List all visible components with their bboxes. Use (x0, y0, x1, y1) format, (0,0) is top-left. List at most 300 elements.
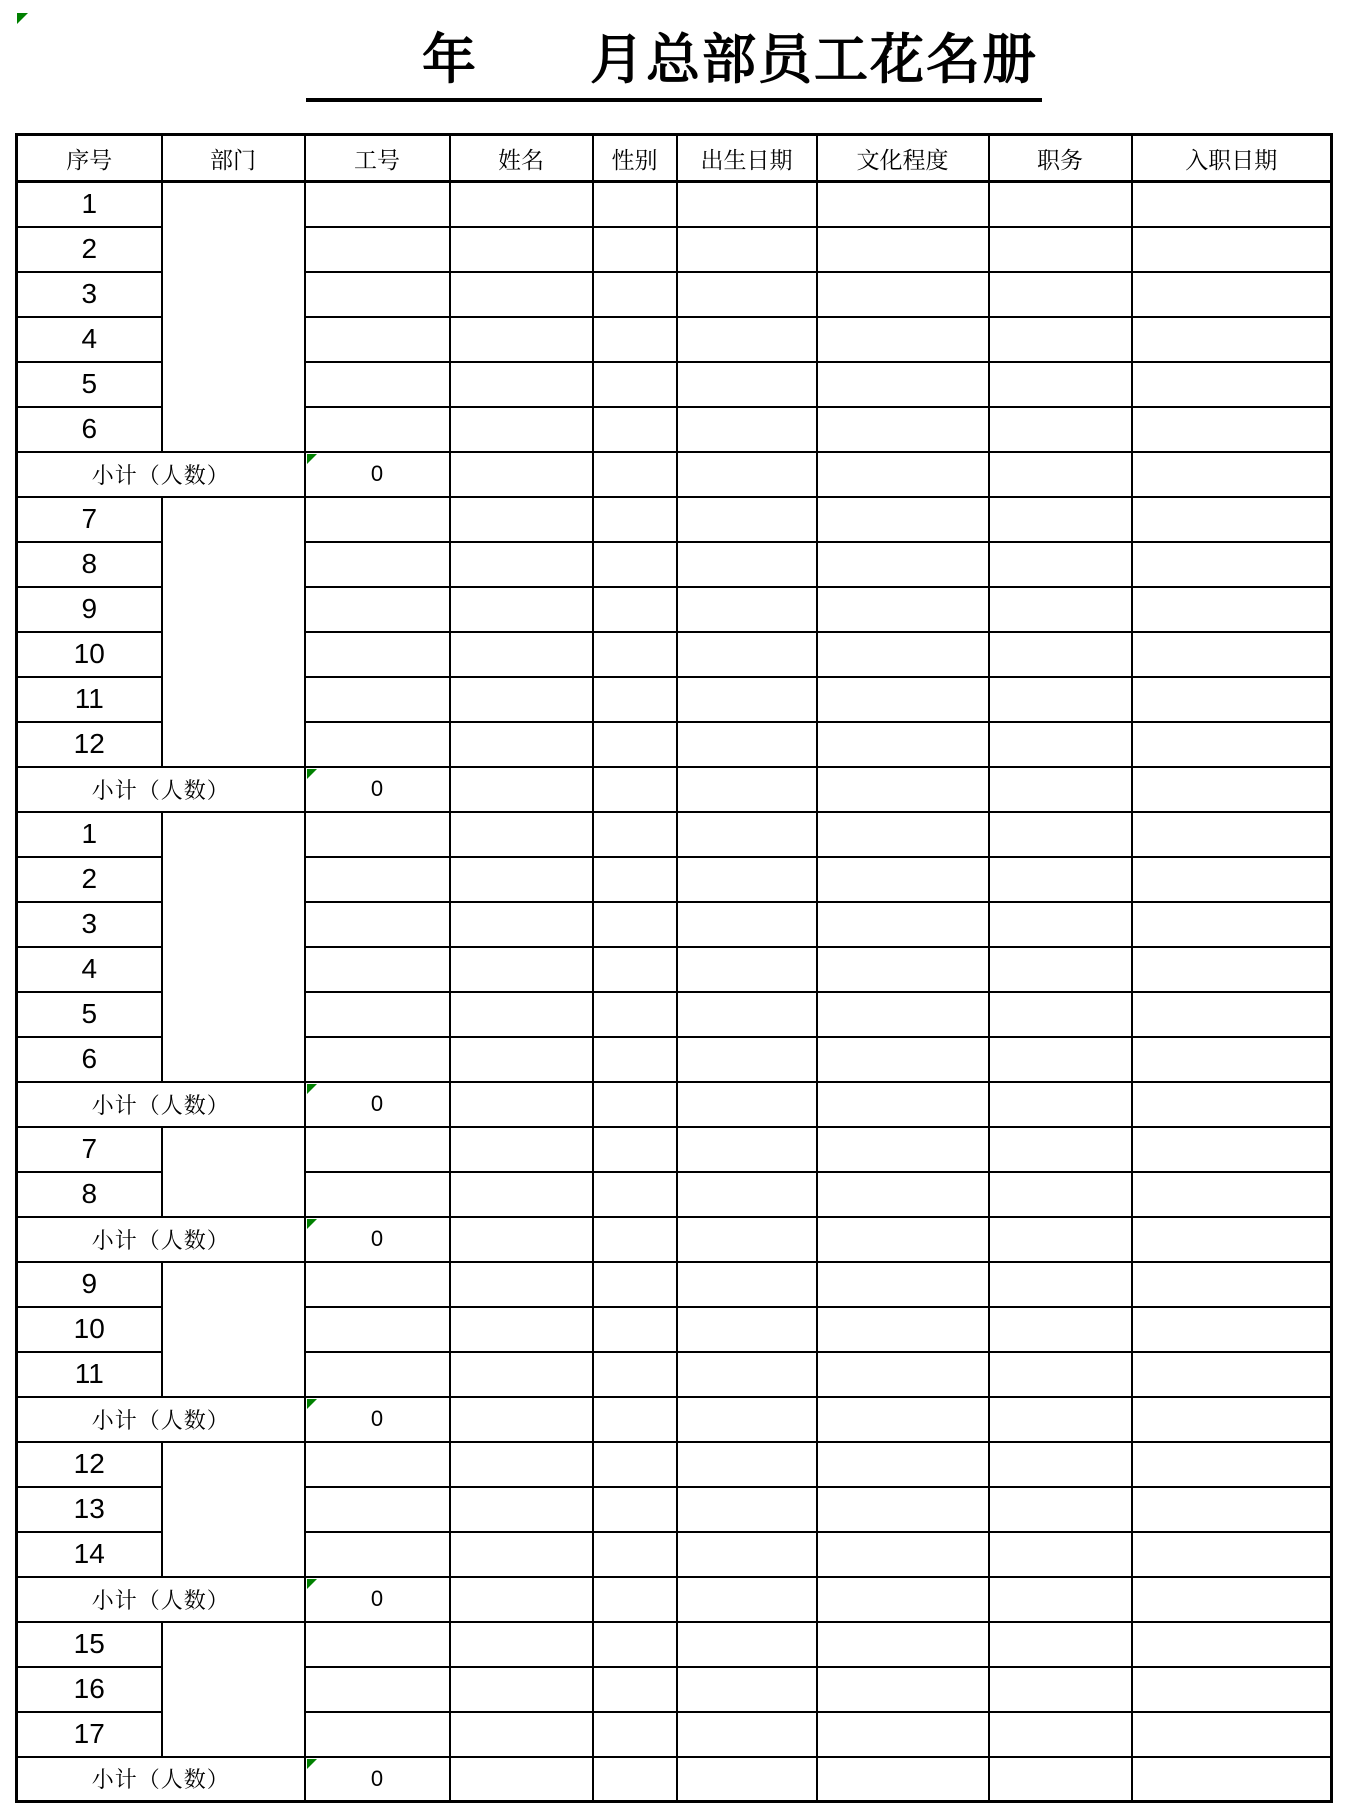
cell-empty[interactable] (677, 317, 817, 362)
cell-empty[interactable] (593, 1487, 677, 1532)
cell-empty[interactable] (1132, 542, 1332, 587)
cell-department-merged[interactable] (162, 812, 305, 1082)
cell-empty[interactable] (989, 947, 1132, 992)
cell-empty[interactable] (305, 1127, 450, 1172)
cell-empty[interactable] (1132, 1082, 1332, 1127)
cell-empty[interactable] (1132, 722, 1332, 767)
cell-empty[interactable] (817, 1172, 989, 1217)
cell-empty[interactable] (450, 1757, 593, 1802)
cell-empty[interactable] (677, 722, 817, 767)
cell-empty[interactable] (450, 497, 593, 542)
cell-empty[interactable] (989, 722, 1132, 767)
cell-empty[interactable] (1132, 1712, 1332, 1757)
cell-seq[interactable]: 1 (17, 812, 162, 857)
cell-empty[interactable] (1132, 812, 1332, 857)
cell-empty[interactable] (677, 812, 817, 857)
cell-empty[interactable] (1132, 1397, 1332, 1442)
cell-empty[interactable] (450, 1442, 593, 1487)
cell-empty[interactable] (305, 1622, 450, 1667)
cell-empty[interactable] (817, 1757, 989, 1802)
cell-empty[interactable] (817, 947, 989, 992)
cell-empty[interactable] (989, 1172, 1132, 1217)
cell-empty[interactable] (989, 1127, 1132, 1172)
cell-empty[interactable] (305, 1487, 450, 1532)
cell-empty[interactable] (817, 182, 989, 227)
cell-empty[interactable] (1132, 1172, 1332, 1217)
cell-empty[interactable] (677, 227, 817, 272)
cell-empty[interactable] (593, 1757, 677, 1802)
column-header-empno[interactable]: 工号 (305, 135, 450, 182)
cell-empty[interactable] (450, 1622, 593, 1667)
cell-empty[interactable] (677, 1397, 817, 1442)
cell-empty[interactable] (305, 542, 450, 587)
column-header-seq[interactable]: 序号 (17, 135, 162, 182)
cell-empty[interactable] (1132, 632, 1332, 677)
cell-empty[interactable] (450, 902, 593, 947)
cell-empty[interactable] (989, 407, 1132, 452)
cell-empty[interactable] (677, 1352, 817, 1397)
cell-empty[interactable] (989, 1622, 1132, 1667)
cell-empty[interactable] (305, 857, 450, 902)
cell-seq[interactable]: 7 (17, 1127, 162, 1172)
cell-empty[interactable] (1132, 227, 1332, 272)
cell-seq[interactable]: 7 (17, 497, 162, 542)
cell-empty[interactable] (817, 1352, 989, 1397)
cell-empty[interactable] (305, 362, 450, 407)
cell-empty[interactable] (450, 272, 593, 317)
cell-empty[interactable] (817, 1442, 989, 1487)
cell-empty[interactable] (1132, 587, 1332, 632)
cell-empty[interactable] (450, 317, 593, 362)
cell-empty[interactable] (593, 587, 677, 632)
cell-empty[interactable] (450, 1712, 593, 1757)
cell-empty[interactable] (677, 1667, 817, 1712)
cell-empty[interactable] (989, 542, 1132, 587)
subtotal-label-cell[interactable]: 小计（人数） (17, 767, 305, 812)
cell-empty[interactable] (593, 812, 677, 857)
cell-empty[interactable] (450, 1082, 593, 1127)
subtotal-label-cell[interactable]: 小计（人数） (17, 1397, 305, 1442)
cell-empty[interactable] (677, 632, 817, 677)
cell-empty[interactable] (989, 497, 1132, 542)
subtotal-value-cell[interactable] (305, 1082, 450, 1127)
cell-empty[interactable] (305, 902, 450, 947)
cell-empty[interactable] (677, 992, 817, 1037)
cell-empty[interactable] (989, 1667, 1132, 1712)
column-header-birthdate[interactable]: 出生日期 (677, 135, 817, 182)
cell-empty[interactable] (593, 1622, 677, 1667)
cell-empty[interactable] (677, 677, 817, 722)
cell-empty[interactable] (450, 1667, 593, 1712)
cell-empty[interactable] (677, 182, 817, 227)
cell-empty[interactable] (450, 1577, 593, 1622)
cell-empty[interactable] (989, 1217, 1132, 1262)
cell-empty[interactable] (1132, 857, 1332, 902)
cell-empty[interactable] (677, 1577, 817, 1622)
subtotal-label-cell[interactable]: 小计（人数） (17, 1217, 305, 1262)
cell-empty[interactable] (450, 677, 593, 722)
subtotal-value-cell[interactable] (305, 1217, 450, 1262)
cell-empty[interactable] (677, 1217, 817, 1262)
cell-empty[interactable] (593, 182, 677, 227)
cell-empty[interactable] (450, 407, 593, 452)
cell-empty[interactable] (450, 992, 593, 1037)
cell-seq[interactable]: 4 (17, 317, 162, 362)
cell-empty[interactable] (593, 1172, 677, 1217)
cell-empty[interactable] (817, 1037, 989, 1082)
cell-empty[interactable] (1132, 272, 1332, 317)
cell-empty[interactable] (1132, 1352, 1332, 1397)
cell-empty[interactable] (989, 1712, 1132, 1757)
cell-seq[interactable]: 9 (17, 587, 162, 632)
cell-empty[interactable] (677, 587, 817, 632)
cell-empty[interactable] (677, 1442, 817, 1487)
column-header-name[interactable]: 姓名 (450, 135, 593, 182)
cell-empty[interactable] (305, 497, 450, 542)
cell-seq[interactable]: 1 (17, 182, 162, 227)
cell-empty[interactable] (450, 632, 593, 677)
cell-seq[interactable]: 6 (17, 407, 162, 452)
cell-empty[interactable] (677, 542, 817, 587)
cell-empty[interactable] (450, 452, 593, 497)
cell-empty[interactable] (450, 1397, 593, 1442)
cell-empty[interactable] (1132, 1262, 1332, 1307)
cell-empty[interactable] (1132, 1667, 1332, 1712)
cell-empty[interactable] (817, 227, 989, 272)
page-title[interactable]: 年 月总部员工花名册 (306, 24, 1042, 102)
cell-empty[interactable] (817, 1217, 989, 1262)
cell-empty[interactable] (677, 407, 817, 452)
cell-empty[interactable] (1132, 1217, 1332, 1262)
cell-empty[interactable] (305, 1667, 450, 1712)
cell-empty[interactable] (1132, 992, 1332, 1037)
cell-seq[interactable]: 13 (17, 1487, 162, 1532)
cell-seq[interactable]: 5 (17, 362, 162, 407)
cell-empty[interactable] (1132, 1577, 1332, 1622)
cell-department-merged[interactable] (162, 1262, 305, 1397)
cell-empty[interactable] (677, 1487, 817, 1532)
cell-empty[interactable] (677, 947, 817, 992)
cell-empty[interactable] (817, 317, 989, 362)
cell-empty[interactable] (817, 587, 989, 632)
cell-empty[interactable] (989, 272, 1132, 317)
cell-empty[interactable] (450, 947, 593, 992)
cell-empty[interactable] (677, 1172, 817, 1217)
cell-empty[interactable] (817, 767, 989, 812)
column-header-position[interactable]: 职务 (989, 135, 1132, 182)
cell-empty[interactable] (593, 857, 677, 902)
cell-empty[interactable] (677, 362, 817, 407)
cell-empty[interactable] (989, 1262, 1132, 1307)
cell-department-merged[interactable] (162, 1127, 305, 1217)
cell-empty[interactable] (677, 1082, 817, 1127)
cell-empty[interactable] (989, 992, 1132, 1037)
cell-empty[interactable] (989, 1397, 1132, 1442)
cell-empty[interactable] (817, 902, 989, 947)
cell-empty[interactable] (1132, 902, 1332, 947)
cell-empty[interactable] (450, 1352, 593, 1397)
cell-empty[interactable] (593, 1442, 677, 1487)
cell-empty[interactable] (593, 407, 677, 452)
cell-empty[interactable] (305, 1262, 450, 1307)
cell-empty[interactable] (1132, 1757, 1332, 1802)
cell-empty[interactable] (305, 1712, 450, 1757)
cell-empty[interactable] (1132, 947, 1332, 992)
cell-empty[interactable] (450, 1307, 593, 1352)
subtotal-label-cell[interactable]: 小计（人数） (17, 452, 305, 497)
cell-empty[interactable] (305, 812, 450, 857)
cell-seq[interactable]: 3 (17, 902, 162, 947)
cell-seq[interactable]: 9 (17, 1262, 162, 1307)
cell-empty[interactable] (1132, 1037, 1332, 1082)
cell-empty[interactable] (593, 1307, 677, 1352)
cell-seq[interactable]: 14 (17, 1532, 162, 1577)
cell-empty[interactable] (1132, 1307, 1332, 1352)
cell-empty[interactable] (677, 767, 817, 812)
cell-seq[interactable]: 3 (17, 272, 162, 317)
cell-empty[interactable] (450, 542, 593, 587)
cell-empty[interactable] (593, 722, 677, 767)
cell-empty[interactable] (593, 902, 677, 947)
cell-empty[interactable] (593, 632, 677, 677)
cell-empty[interactable] (593, 1037, 677, 1082)
cell-empty[interactable] (989, 1757, 1132, 1802)
cell-seq[interactable]: 11 (17, 1352, 162, 1397)
cell-empty[interactable] (593, 1532, 677, 1577)
cell-empty[interactable] (989, 1442, 1132, 1487)
cell-empty[interactable] (989, 1487, 1132, 1532)
cell-empty[interactable] (817, 857, 989, 902)
cell-empty[interactable] (450, 1262, 593, 1307)
cell-empty[interactable] (677, 1127, 817, 1172)
cell-empty[interactable] (305, 677, 450, 722)
cell-empty[interactable] (817, 1712, 989, 1757)
cell-empty[interactable] (305, 632, 450, 677)
cell-empty[interactable] (593, 542, 677, 587)
subtotal-value-cell[interactable] (305, 1577, 450, 1622)
cell-empty[interactable] (817, 992, 989, 1037)
cell-empty[interactable] (817, 1082, 989, 1127)
cell-empty[interactable] (1132, 1622, 1332, 1667)
cell-empty[interactable] (1132, 497, 1332, 542)
cell-empty[interactable] (305, 947, 450, 992)
subtotal-value-cell[interactable] (305, 767, 450, 812)
cell-empty[interactable] (677, 1712, 817, 1757)
cell-empty[interactable] (593, 947, 677, 992)
cell-empty[interactable] (1132, 1127, 1332, 1172)
cell-empty[interactable] (677, 497, 817, 542)
cell-empty[interactable] (677, 1622, 817, 1667)
cell-seq[interactable]: 2 (17, 227, 162, 272)
cell-empty[interactable] (817, 1307, 989, 1352)
cell-empty[interactable] (817, 362, 989, 407)
cell-empty[interactable] (989, 1037, 1132, 1082)
cell-empty[interactable] (593, 1577, 677, 1622)
cell-seq[interactable]: 12 (17, 1442, 162, 1487)
cell-empty[interactable] (450, 227, 593, 272)
cell-empty[interactable] (677, 452, 817, 497)
cell-empty[interactable] (989, 1532, 1132, 1577)
cell-empty[interactable] (450, 182, 593, 227)
cell-empty[interactable] (305, 182, 450, 227)
cell-empty[interactable] (593, 1082, 677, 1127)
cell-seq[interactable]: 8 (17, 1172, 162, 1217)
cell-empty[interactable] (989, 362, 1132, 407)
cell-empty[interactable] (450, 1532, 593, 1577)
cell-empty[interactable] (677, 1262, 817, 1307)
cell-empty[interactable] (1132, 1532, 1332, 1577)
cell-empty[interactable] (305, 992, 450, 1037)
cell-empty[interactable] (593, 317, 677, 362)
cell-seq[interactable]: 15 (17, 1622, 162, 1667)
cell-empty[interactable] (677, 1532, 817, 1577)
cell-empty[interactable] (677, 1037, 817, 1082)
cell-empty[interactable] (305, 1307, 450, 1352)
cell-seq[interactable]: 17 (17, 1712, 162, 1757)
cell-empty[interactable] (989, 1352, 1132, 1397)
cell-empty[interactable] (817, 452, 989, 497)
cell-empty[interactable] (817, 1622, 989, 1667)
cell-empty[interactable] (593, 1127, 677, 1172)
cell-empty[interactable] (817, 542, 989, 587)
cell-empty[interactable] (450, 857, 593, 902)
cell-empty[interactable] (1132, 317, 1332, 362)
column-header-education[interactable]: 文化程度 (817, 135, 989, 182)
cell-empty[interactable] (989, 587, 1132, 632)
cell-empty[interactable] (593, 1352, 677, 1397)
cell-department-merged[interactable] (162, 1622, 305, 1757)
cell-seq[interactable]: 16 (17, 1667, 162, 1712)
cell-empty[interactable] (989, 857, 1132, 902)
subtotal-label-cell[interactable]: 小计（人数） (17, 1757, 305, 1802)
cell-seq[interactable]: 11 (17, 677, 162, 722)
cell-seq[interactable]: 10 (17, 1307, 162, 1352)
cell-empty[interactable] (305, 1352, 450, 1397)
cell-empty[interactable] (1132, 1487, 1332, 1532)
cell-seq[interactable]: 12 (17, 722, 162, 767)
cell-empty[interactable] (450, 587, 593, 632)
subtotal-value-cell[interactable] (305, 1757, 450, 1802)
column-header-hiredate[interactable]: 入职日期 (1132, 135, 1332, 182)
column-header-gender[interactable]: 性别 (593, 135, 677, 182)
cell-empty[interactable] (1132, 407, 1332, 452)
cell-empty[interactable] (305, 1037, 450, 1082)
cell-empty[interactable] (1132, 1442, 1332, 1487)
cell-empty[interactable] (593, 452, 677, 497)
cell-empty[interactable] (817, 497, 989, 542)
cell-empty[interactable] (593, 362, 677, 407)
cell-empty[interactable] (817, 632, 989, 677)
cell-empty[interactable] (817, 1127, 989, 1172)
cell-empty[interactable] (817, 812, 989, 857)
cell-empty[interactable] (1132, 767, 1332, 812)
cell-empty[interactable] (450, 767, 593, 812)
cell-department-merged[interactable] (162, 497, 305, 767)
cell-empty[interactable] (1132, 182, 1332, 227)
cell-empty[interactable] (817, 1262, 989, 1307)
cell-empty[interactable] (450, 1037, 593, 1082)
cell-empty[interactable] (817, 1577, 989, 1622)
cell-empty[interactable] (677, 272, 817, 317)
cell-empty[interactable] (593, 1262, 677, 1307)
cell-empty[interactable] (989, 812, 1132, 857)
column-header-department[interactable]: 部门 (162, 135, 305, 182)
subtotal-label-cell[interactable]: 小计（人数） (17, 1577, 305, 1622)
cell-empty[interactable] (817, 1532, 989, 1577)
cell-empty[interactable] (593, 497, 677, 542)
cell-empty[interactable] (817, 722, 989, 767)
cell-empty[interactable] (677, 902, 817, 947)
cell-empty[interactable] (305, 587, 450, 632)
cell-empty[interactable] (450, 1172, 593, 1217)
cell-department-merged[interactable] (162, 182, 305, 452)
cell-empty[interactable] (677, 857, 817, 902)
cell-seq[interactable]: 6 (17, 1037, 162, 1082)
cell-empty[interactable] (593, 227, 677, 272)
cell-empty[interactable] (989, 227, 1132, 272)
cell-empty[interactable] (450, 812, 593, 857)
cell-empty[interactable] (593, 1217, 677, 1262)
cell-empty[interactable] (450, 1127, 593, 1172)
cell-empty[interactable] (817, 272, 989, 317)
cell-empty[interactable] (593, 272, 677, 317)
cell-empty[interactable] (305, 722, 450, 767)
cell-empty[interactable] (817, 407, 989, 452)
cell-empty[interactable] (305, 1172, 450, 1217)
subtotal-value-cell[interactable] (305, 452, 450, 497)
cell-empty[interactable] (593, 1667, 677, 1712)
cell-empty[interactable] (593, 1712, 677, 1757)
cell-empty[interactable] (989, 1307, 1132, 1352)
cell-empty[interactable] (989, 182, 1132, 227)
cell-empty[interactable] (989, 632, 1132, 677)
cell-empty[interactable] (989, 317, 1132, 362)
cell-empty[interactable] (989, 677, 1132, 722)
cell-empty[interactable] (989, 452, 1132, 497)
cell-empty[interactable] (305, 317, 450, 362)
cell-empty[interactable] (450, 722, 593, 767)
cell-empty[interactable] (305, 407, 450, 452)
cell-empty[interactable] (989, 902, 1132, 947)
cell-empty[interactable] (817, 1397, 989, 1442)
cell-empty[interactable] (677, 1757, 817, 1802)
cell-empty[interactable] (305, 227, 450, 272)
cell-seq[interactable]: 10 (17, 632, 162, 677)
cell-empty[interactable] (593, 677, 677, 722)
cell-empty[interactable] (593, 992, 677, 1037)
cell-empty[interactable] (677, 1307, 817, 1352)
cell-seq[interactable]: 8 (17, 542, 162, 587)
cell-seq[interactable]: 2 (17, 857, 162, 902)
cell-seq[interactable]: 4 (17, 947, 162, 992)
cell-empty[interactable] (450, 1487, 593, 1532)
cell-empty[interactable] (305, 1532, 450, 1577)
cell-empty[interactable] (450, 362, 593, 407)
cell-empty[interactable] (593, 1397, 677, 1442)
subtotal-value-cell[interactable] (305, 1397, 450, 1442)
cell-empty[interactable] (989, 1082, 1132, 1127)
cell-empty[interactable] (817, 1487, 989, 1532)
cell-empty[interactable] (305, 1442, 450, 1487)
subtotal-label-cell[interactable]: 小计（人数） (17, 1082, 305, 1127)
cell-empty[interactable] (1132, 362, 1332, 407)
cell-seq[interactable]: 5 (17, 992, 162, 1037)
cell-empty[interactable] (593, 767, 677, 812)
cell-empty[interactable] (450, 1217, 593, 1262)
cell-empty[interactable] (1132, 677, 1332, 722)
cell-empty[interactable] (989, 767, 1132, 812)
cell-empty[interactable] (817, 1667, 989, 1712)
